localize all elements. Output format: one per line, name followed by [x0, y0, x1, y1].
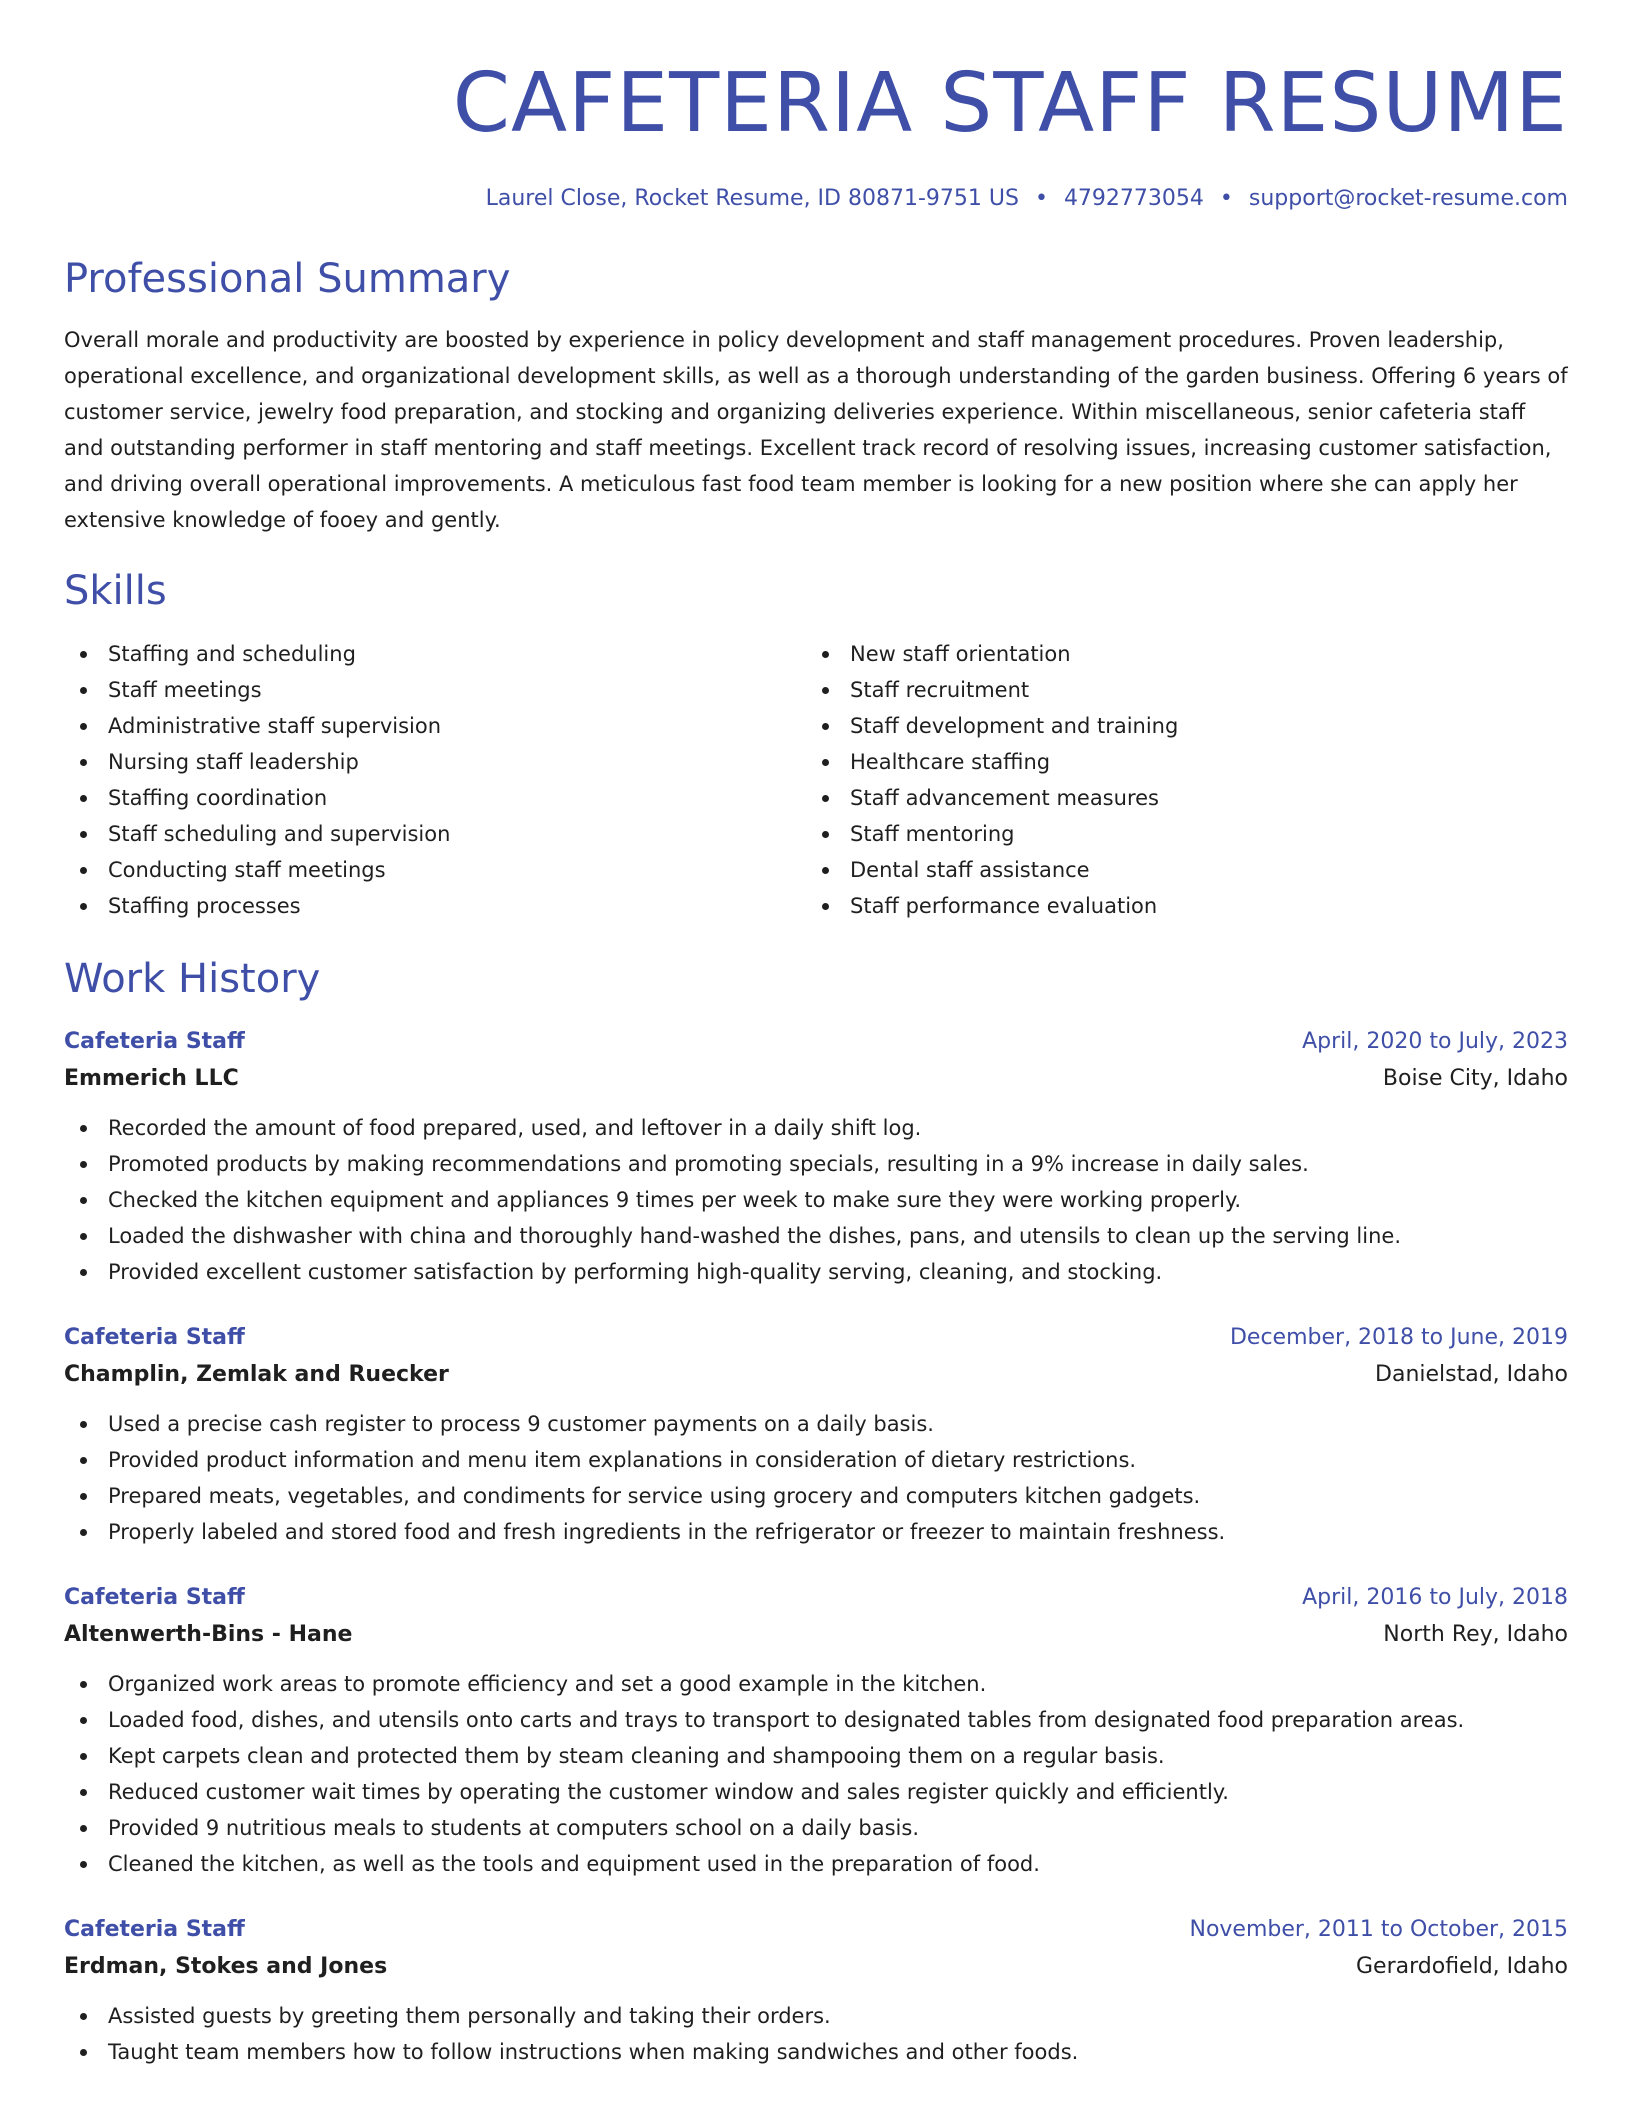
skill-item: Staff performance evaluation — [806, 888, 1548, 924]
skills-grid — [64, 636, 1568, 924]
job-duties — [64, 1666, 1568, 1882]
job-company-row — [64, 1060, 1568, 1098]
contact-separator: • — [1219, 186, 1233, 211]
skill-item: Administrative staff supervision — [64, 708, 806, 744]
job-company-row — [64, 1616, 1568, 1654]
skill-item: Staff meetings — [64, 672, 806, 708]
job-dates: December, 2018 to June, 2019 — [1229, 1325, 1568, 1350]
skill-item: Staff scheduling and supervision — [64, 816, 806, 852]
skill-item: Nursing staff leadership — [64, 744, 806, 780]
contact-address: Laurel Close, Rocket Resume, ID 80871-9751 US — [485, 186, 1019, 211]
job-title: Cafeteria Staff — [64, 1029, 245, 1054]
job-company: Champlin, Zemlak and Ruecker — [64, 1362, 449, 1387]
contact-email: support@rocket-resume.com — [1248, 186, 1568, 211]
job-title: Cafeteria Staff — [64, 1917, 245, 1942]
job-duty: Recorded the amount of food prepared, used, and leftover in a daily shift log. — [64, 1110, 1568, 1146]
job-duty: Kept carpets clean and protected them by steam cleaning and shampooing them on a regular basis. — [64, 1738, 1568, 1774]
skill-item: Dental staff assistance — [806, 852, 1548, 888]
job-duty: Properly labeled and stored food and fresh ingredients in the refrigerator or freezer to maintain freshness. — [64, 1514, 1568, 1550]
job-duty: Prepared meats, vegetables, and condiments for service using grocery and computers kitchen gadgets. — [64, 1478, 1568, 1514]
job-duty: Promoted products by making recommendations and promoting specials, resulting in a 9% increase in daily sales. — [64, 1146, 1568, 1182]
resume-title: CAFETERIA STAFF RESUME — [452, 56, 1568, 151]
job-title-row — [64, 1320, 1568, 1356]
job-dates: April, 2020 to July, 2023 — [1302, 1029, 1568, 1054]
job-title-row — [64, 1024, 1568, 1060]
skill-item: Conducting staff meetings — [64, 852, 806, 888]
job-company-row — [64, 1356, 1568, 1394]
skill-item: Staff development and training — [806, 708, 1548, 744]
job-location: North Rey, Idaho — [1383, 1622, 1568, 1647]
skills-column-left — [64, 636, 806, 924]
job-company-row — [64, 1948, 1568, 1986]
skill-item: Staffing processes — [64, 888, 806, 924]
job-duties — [64, 1406, 1568, 1550]
job-location: Gerardofield, Idaho — [1356, 1954, 1568, 1979]
contact-phone: 4792773054 — [1063, 186, 1204, 211]
resume-page — [64, 0, 1568, 2070]
skill-item: Staff advancement measures — [806, 780, 1548, 816]
skills-heading: Skills — [64, 568, 167, 614]
job-duty: Cleaned the kitchen, as well as the tools and equipment used in the preparation of food. — [64, 1846, 1568, 1882]
job-entry — [64, 1580, 1568, 1882]
job-title-row — [64, 1580, 1568, 1616]
summary-heading: Professional Summary — [64, 256, 511, 302]
job-title: Cafeteria Staff — [64, 1325, 245, 1350]
job-duty: Taught team members how to follow instructions when making sandwiches and other foods. — [64, 2034, 1568, 2070]
job-dates: November, 2011 to October, 2015 — [1189, 1917, 1568, 1942]
skill-item: New staff orientation — [806, 636, 1548, 672]
job-duties — [64, 1998, 1568, 2070]
skill-item: Staff recruitment — [806, 672, 1548, 708]
job-location: Boise City, Idaho — [1382, 1066, 1568, 1091]
job-location: Danielstad, Idaho — [1375, 1362, 1568, 1387]
job-company: Erdman, Stokes and Jones — [64, 1954, 388, 1979]
contact-line — [64, 184, 1568, 214]
job-duty: Provided product information and menu item explanations in consideration of dietary restrictions. — [64, 1442, 1568, 1478]
job-duty: Reduced customer wait times by operating the customer window and sales register quickly and efficiently. — [64, 1774, 1568, 1810]
job-duty: Assisted guests by greeting them personally and taking their orders. — [64, 1998, 1568, 2034]
job-entry — [64, 1912, 1568, 2070]
contact-separator: • — [1034, 186, 1048, 211]
job-title-row — [64, 1912, 1568, 1948]
job-company: Emmerich LLC — [64, 1066, 239, 1091]
job-duties — [64, 1110, 1568, 1290]
work-history-heading: Work History — [64, 956, 321, 1002]
job-duty: Checked the kitchen equipment and appliances 9 times per week to make sure they were working properly. — [64, 1182, 1568, 1218]
job-duty: Provided excellent customer satisfaction by performing high-quality serving, cleaning, and stocking. — [64, 1254, 1568, 1290]
job-duty: Provided 9 nutritious meals to students at computers school on a daily basis. — [64, 1810, 1568, 1846]
job-company: Altenwerth-Bins - Hane — [64, 1622, 353, 1647]
skill-item: Staffing coordination — [64, 780, 806, 816]
skill-item: Staffing and scheduling — [64, 636, 806, 672]
job-entry — [64, 1024, 1568, 1290]
skill-item: Staff mentoring — [806, 816, 1548, 852]
skill-item: Healthcare staffing — [806, 744, 1548, 780]
summary-text: Overall morale and productivity are boosted by experience in policy development and staff management procedures. Proven leadership, operational excellence, and organizational development skills, as well as a thorough understanding of the garden business. Offering 6 years of customer service, jewelry food preparation, and stocking and organizing deliveries experience. Within miscellaneous, senior cafeteria staff and outstanding performer in staff mentoring and staff meetings. Excellent track record of resolving issues, increasing customer satisfaction, and driving overall operational improvements. A meticulous fast food team member is looking for a new position where she can apply her extensive knowledge of fooey and gently. — [64, 328, 1568, 532]
job-duty: Used a precise cash register to process 9 customer payments on a daily basis. — [64, 1406, 1568, 1442]
job-duty: Loaded food, dishes, and utensils onto carts and trays to transport to designated tables from designated food preparation areas. — [64, 1702, 1568, 1738]
skills-column-right — [806, 636, 1548, 924]
job-duty: Loaded the dishwasher with china and thoroughly hand-washed the dishes, pans, and utensils to clean up the serving line. — [64, 1218, 1568, 1254]
job-title: Cafeteria Staff — [64, 1585, 245, 1610]
job-entry — [64, 1320, 1568, 1550]
job-duty: Organized work areas to promote efficiency and set a good example in the kitchen. — [64, 1666, 1568, 1702]
job-dates: April, 2016 to July, 2018 — [1302, 1585, 1568, 1610]
